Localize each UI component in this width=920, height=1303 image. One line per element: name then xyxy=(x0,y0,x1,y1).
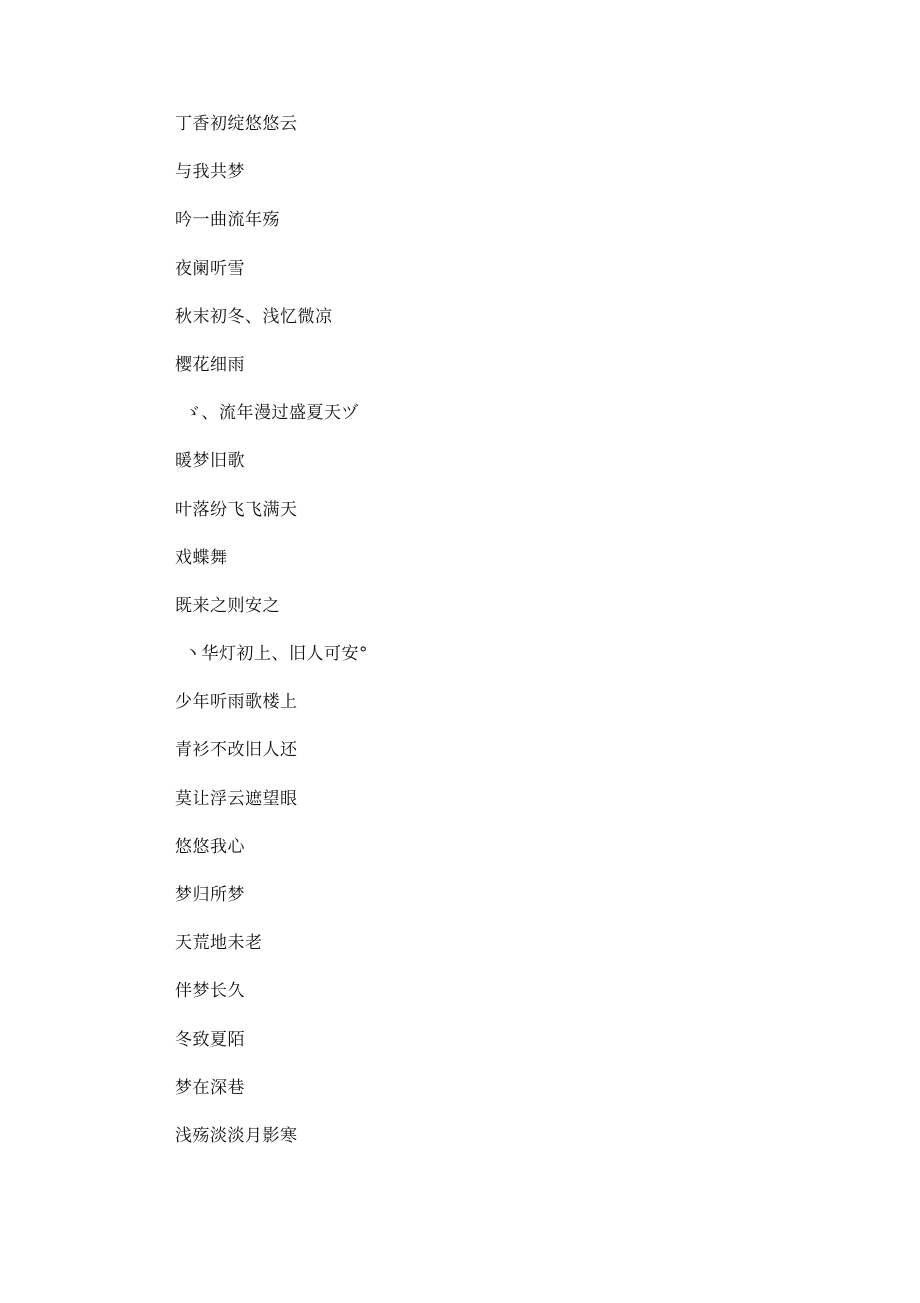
document-line: 天荒地未老 xyxy=(175,933,263,954)
document-line: 既来之则安之 xyxy=(175,595,280,616)
document-line: ゞ、流年漫过盛夏天ヅ xyxy=(184,403,359,424)
document-line: 秋末初冬、浅忆微凉 xyxy=(175,306,333,327)
document-line: 浅殇淡淡月影寒 xyxy=(175,1125,298,1146)
document-line: 莫让浮云遮望眼 xyxy=(175,788,298,809)
document-line: 丶华灯初上、旧人可安° xyxy=(184,644,368,665)
document-line: 少年听雨歌楼上 xyxy=(175,692,298,713)
document-line: 梦在深巷 xyxy=(175,1077,245,1098)
document-line: 丁香初绽悠悠云 xyxy=(175,114,298,134)
document-line: 伴梦长久 xyxy=(175,981,245,1002)
document-line: 吟一曲流年殇 xyxy=(175,210,280,231)
document-line: 悠悠我心 xyxy=(175,836,245,857)
document-line: 樱花细雨 xyxy=(175,354,245,375)
document-line: 冬致夏陌 xyxy=(175,1029,245,1050)
document-line: 叶落纷飞飞满天 xyxy=(175,499,298,520)
document-line: 夜阑听雪 xyxy=(175,258,245,279)
document-text-body xyxy=(175,112,800,1172)
document-line: 戏蝶舞 xyxy=(175,547,228,568)
document-line: 梦归所梦 xyxy=(175,885,245,905)
document-line: 与我共梦 xyxy=(175,162,245,183)
document-line: 暖梦旧歌 xyxy=(175,451,245,472)
document-line: 青衫不改旧人还 xyxy=(175,740,298,761)
